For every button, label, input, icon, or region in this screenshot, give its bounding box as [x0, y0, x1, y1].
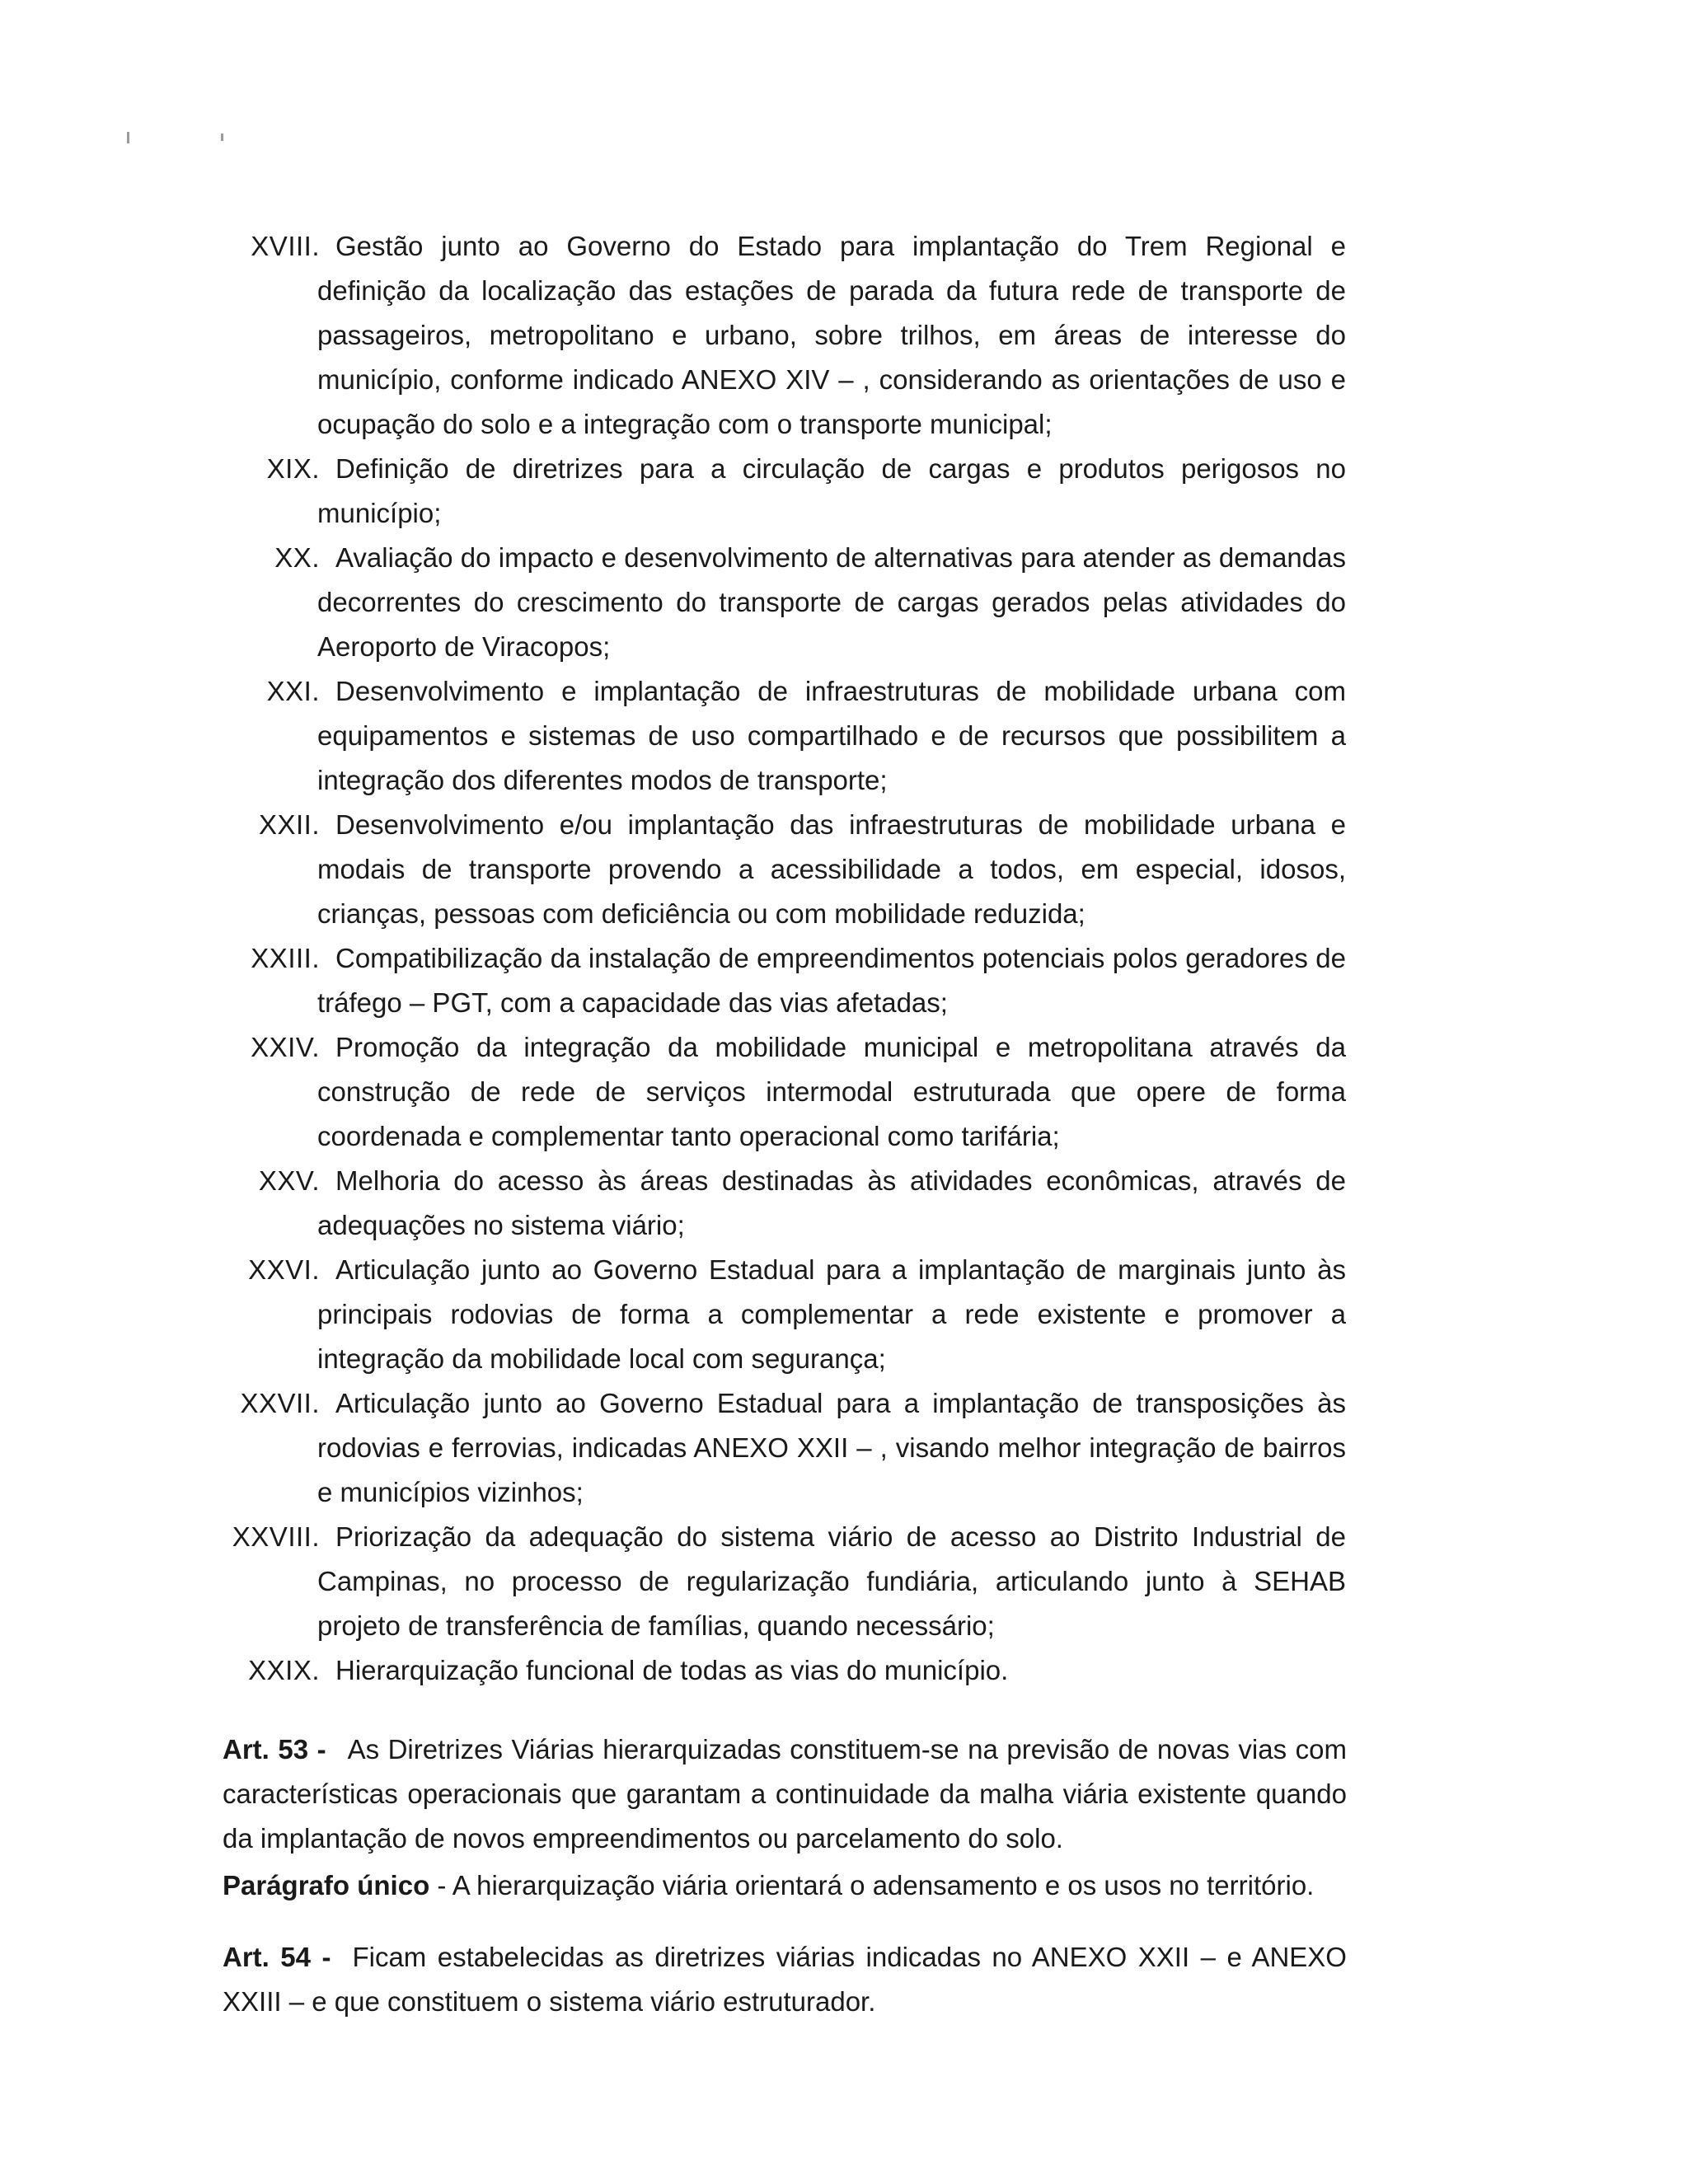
item-numeral: XVIII.	[251, 231, 320, 261]
directive-list	[0, 224, 1688, 1693]
item-numeral: XXVIII.	[232, 1521, 320, 1552]
list-item	[0, 536, 1688, 669]
list-item	[0, 1248, 1688, 1381]
item-numeral: XXIV.	[251, 1032, 320, 1062]
item-numeral: XX.	[274, 542, 320, 573]
sole-paragraph	[223, 1863, 1347, 1908]
item-text: Avaliação do impacto e desenvolvimento de alternativas para atender as demandas decorrentes do crescimento do transporte de cargas gerados pelas atividades do Aeroporto de Viracopos;	[317, 542, 1346, 662]
article-label: Art. 54 -	[223, 1942, 331, 1972]
item-text: Promoção da integração da mobilidade municipal e metropolitana através da construção de rede de serviços intermodal estruturada que opere de forma coordenada e complementar tanto operacional como tarifária;	[317, 1032, 1346, 1151]
item-numeral: XXIII.	[251, 943, 320, 973]
list-item	[0, 1515, 1688, 1648]
item-numeral: XXIX.	[248, 1655, 320, 1685]
item-numeral: XIX.	[266, 453, 320, 484]
item-text: Articulação junto ao Governo Estadual para a implantação de marginais junto às principais rodovias de forma a complementar a rede existente e promover a integração da mobilidade local com segurança;	[317, 1254, 1346, 1374]
list-item	[0, 447, 1688, 536]
article-text: As Diretrizes Viárias hierarquizadas constituem-se na previsão de novas vias com características operacionais que garantam a continuidade da malha viária existente quando da implantação de novos empreendimentos ou parcelamento do solo.	[223, 1734, 1347, 1854]
item-numeral: XXI.	[266, 676, 320, 706]
list-item	[0, 936, 1688, 1025]
item-text: Compatibilização da instalação de empreendimentos potenciais polos geradores de tráfego – PGT, com a capacidade das vias afetadas;	[317, 943, 1346, 1018]
article-54	[223, 1935, 1347, 2024]
item-text: Hierarquização funcional de todas as vias do município.	[335, 1655, 1009, 1685]
scan-artifact	[221, 134, 223, 141]
list-item	[0, 1381, 1688, 1515]
article-53	[223, 1727, 1347, 1861]
list-item	[0, 1025, 1688, 1159]
item-text: Desenvolvimento e implantação de infraestruturas de mobilidade urbana com equipamentos e sistemas de uso compartilhado e de recursos que possibilitem a integração dos diferentes modos de transporte;	[317, 676, 1346, 795]
list-item	[0, 1648, 1688, 1693]
item-text: Priorização da adequação do sistema viário de acesso ao Distrito Industrial de Campinas, no processo de regularização fundiária, articulando junto à SEHAB projeto de transferência de famílias, quando necessário;	[317, 1521, 1346, 1641]
item-text: Articulação junto ao Governo Estadual para a implantação de transposições às rodovias e ferrovias, indicadas ANEXO XXII – , visando melhor integração de bairros e municípios vizinhos;	[317, 1388, 1346, 1507]
list-item	[0, 669, 1688, 803]
article-label: Art. 53 -	[223, 1734, 326, 1765]
item-text: Gestão junto ao Governo do Estado para implantação do Trem Regional e definição da localização das estações de parada da futura rede de transporte de passageiros, metropolitano e urbano, sobre trilhos, em áreas de interesse do município, conforme indicado ANEXO XIV – , considerando as orientações de uso e ocupação do solo e a integração com o transporte municipal;	[317, 231, 1346, 439]
item-text: Melhoria do acesso às áreas destinadas às atividades econômicas, através de adequações no sistema viário;	[317, 1165, 1346, 1240]
scan-artifact	[127, 132, 129, 143]
list-item	[0, 224, 1688, 447]
item-numeral: XXII.	[258, 809, 320, 840]
paragraph-label: Parágrafo único	[223, 1870, 430, 1900]
paragraph-text: - A hierarquização viária orientará o adensamento e os usos no território.	[437, 1870, 1315, 1900]
list-item	[0, 803, 1688, 936]
item-text: Definição de diretrizes para a circulação de cargas e produtos perigosos no município;	[317, 453, 1346, 528]
item-numeral: XXVI.	[248, 1254, 320, 1285]
list-item	[0, 1159, 1688, 1248]
item-numeral: XXV.	[258, 1165, 320, 1196]
item-numeral: XXVII.	[240, 1388, 320, 1418]
item-text: Desenvolvimento e/ou implantação das infraestruturas de mobilidade urbana e modais de transporte provendo a acessibilidade a todos, em especial, idosos, crianças, pessoas com deficiência ou com mobilidade reduzida;	[317, 809, 1346, 929]
article-text: Ficam estabelecidas as diretrizes viárias indicadas no ANEXO XXII – e ANEXO XXIII – e que constituem o sistema viário estruturador.	[223, 1942, 1347, 2017]
